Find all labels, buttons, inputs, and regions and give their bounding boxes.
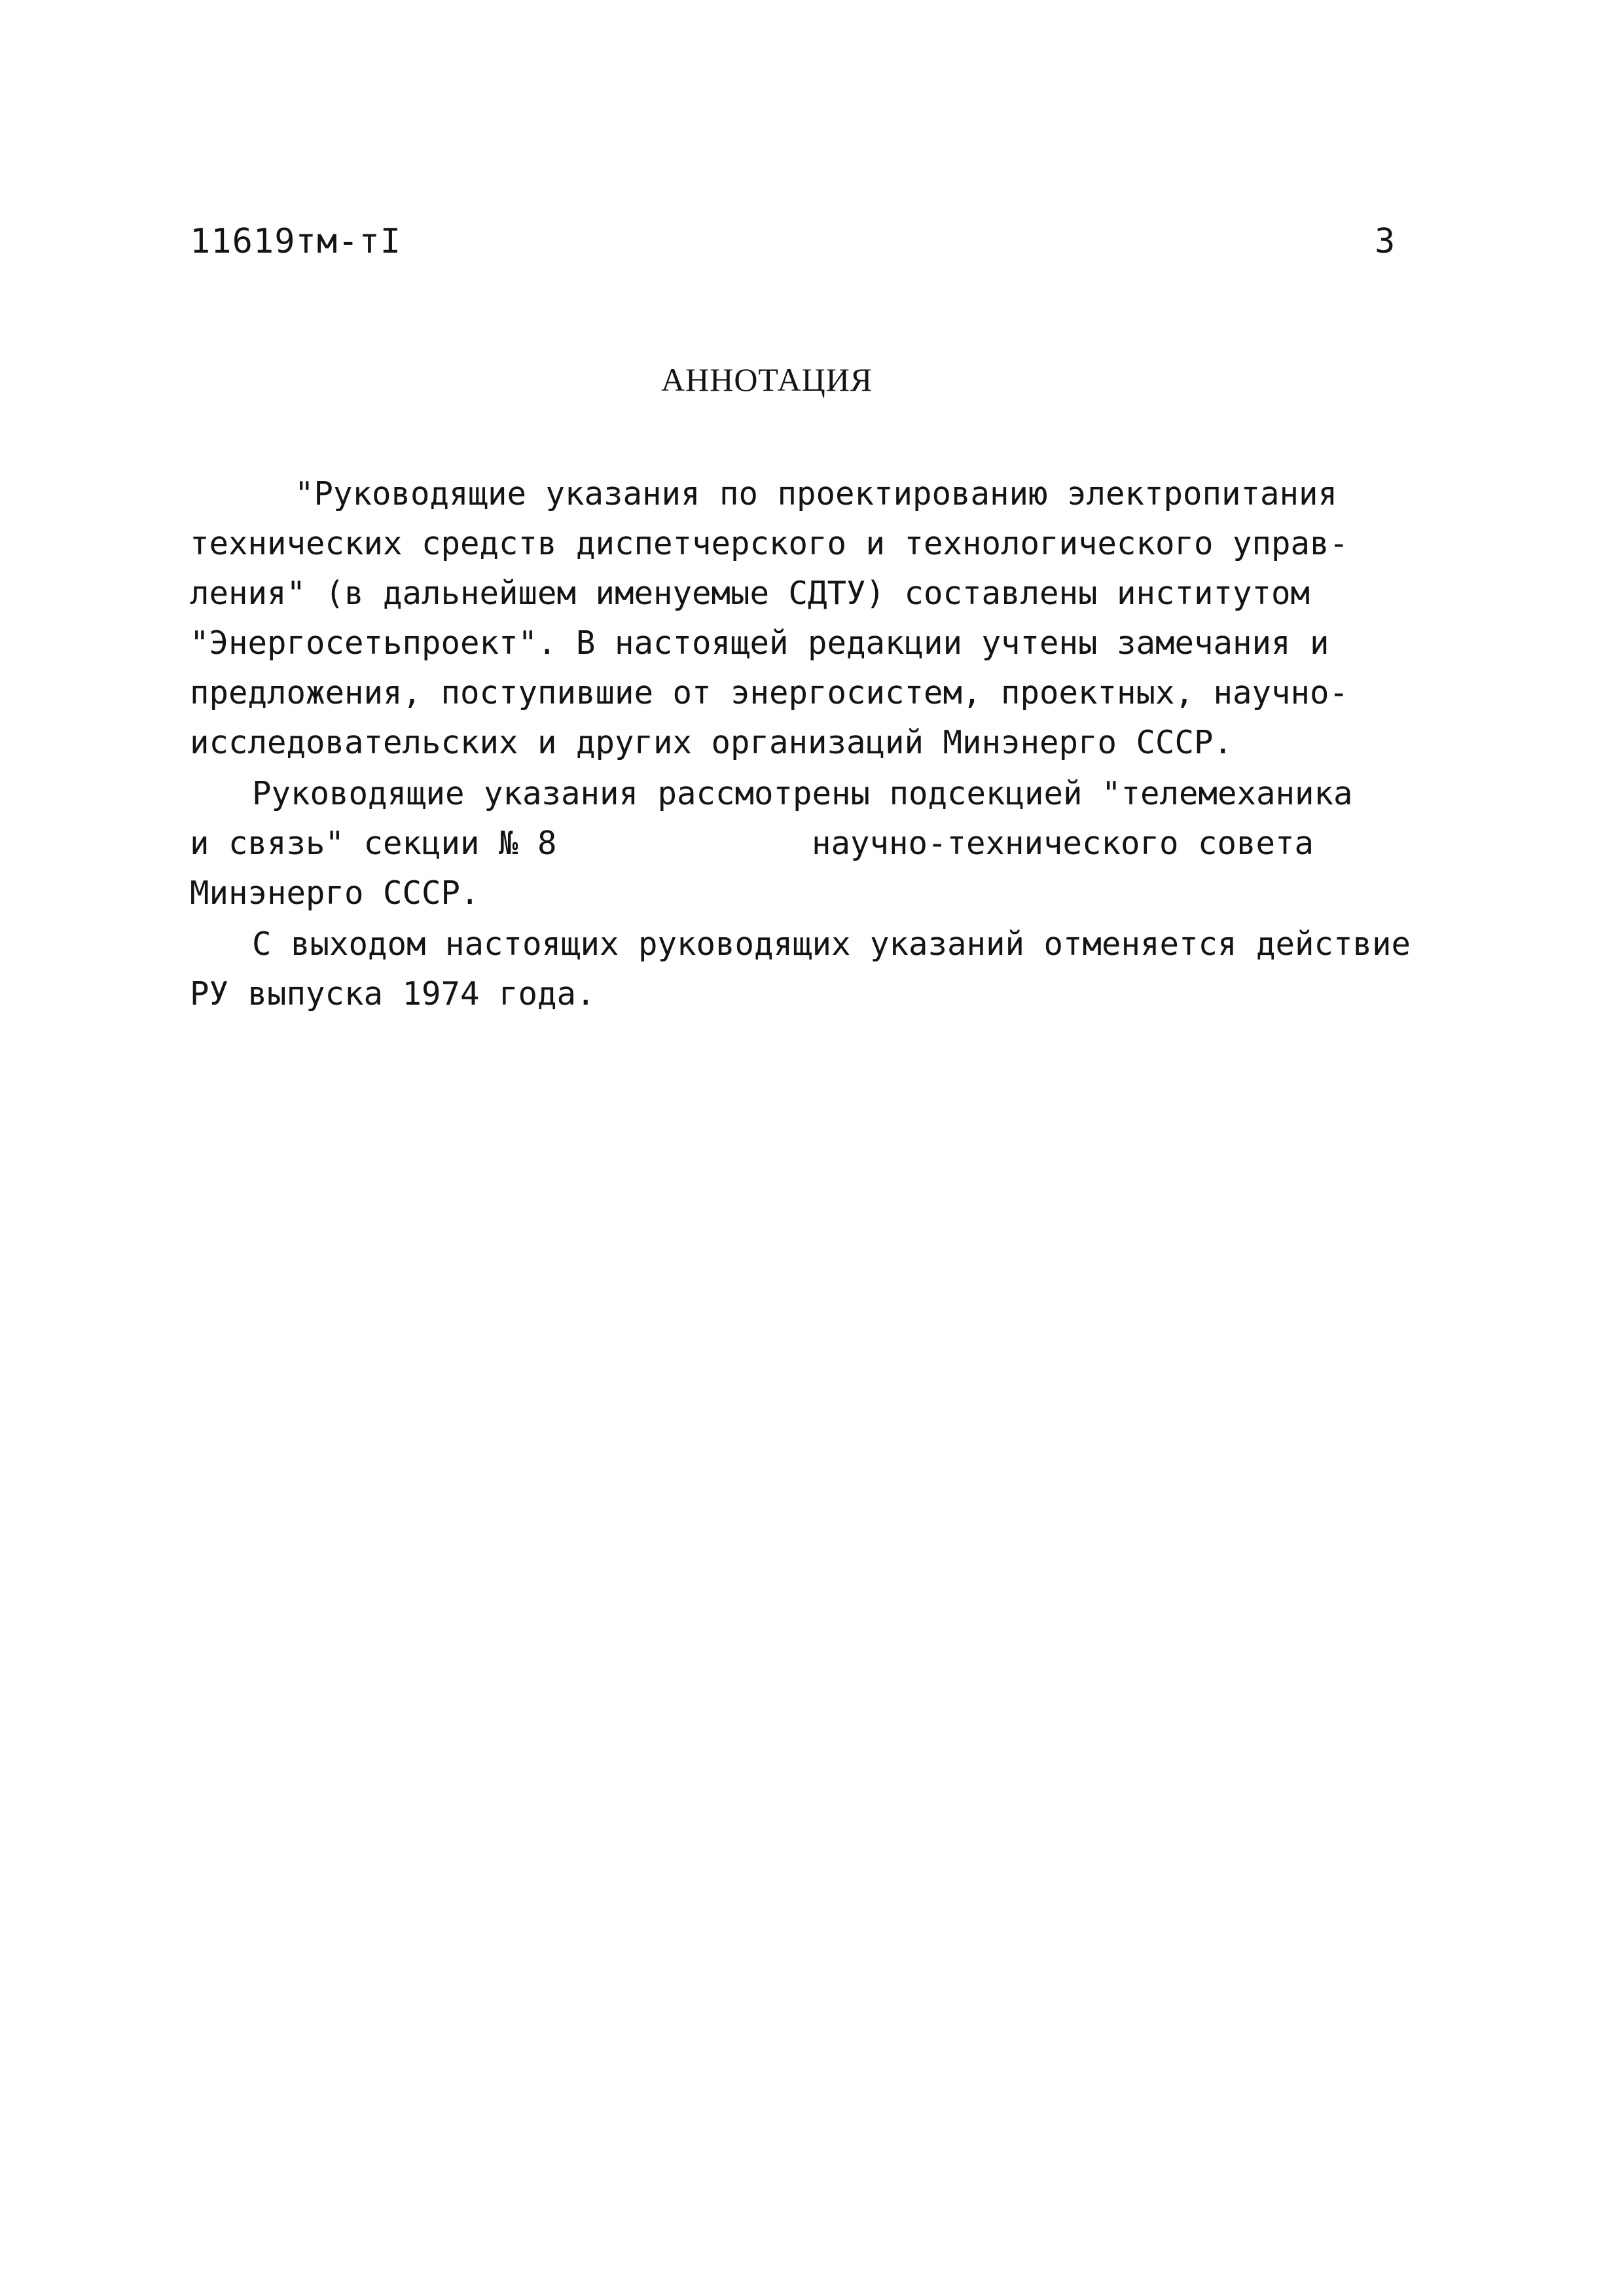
page-number: 3 bbox=[1375, 222, 1396, 261]
body-line: РУ выпуска 1974 года. bbox=[190, 975, 596, 1013]
body-line: и связь" секции № 8 bbox=[190, 825, 557, 862]
body-line: "Энергосетьпроект". В настоящей редакции учтены замечания и bbox=[190, 624, 1329, 662]
document-code: 11619тм-тI bbox=[190, 222, 402, 261]
body-line: технических средств диспетчерского и технологического управ- bbox=[190, 525, 1349, 562]
body-line: Минэнерго СССР. bbox=[190, 874, 480, 912]
body-line: научно-технического совета bbox=[812, 825, 1314, 862]
body-line: исследовательских и других организаций Минэнерго СССР. bbox=[190, 724, 1233, 761]
body-line: "Руководящие указания по проектированию электропитания bbox=[295, 475, 1338, 512]
annotation-title: АННОТАЦИЯ bbox=[661, 361, 873, 398]
body-line: Руководящие указания рассмотрены подсекцией "телемеханика bbox=[252, 775, 1353, 812]
body-line: ления" (в дальнейшем именуемые СДТУ) составлены институтом bbox=[190, 575, 1310, 612]
body-line: предложения, поступившие от энергосистем, проектных, научно- bbox=[190, 674, 1349, 711]
body-line: С выходом настоящих руководящих указаний отменяется действие bbox=[252, 925, 1411, 963]
